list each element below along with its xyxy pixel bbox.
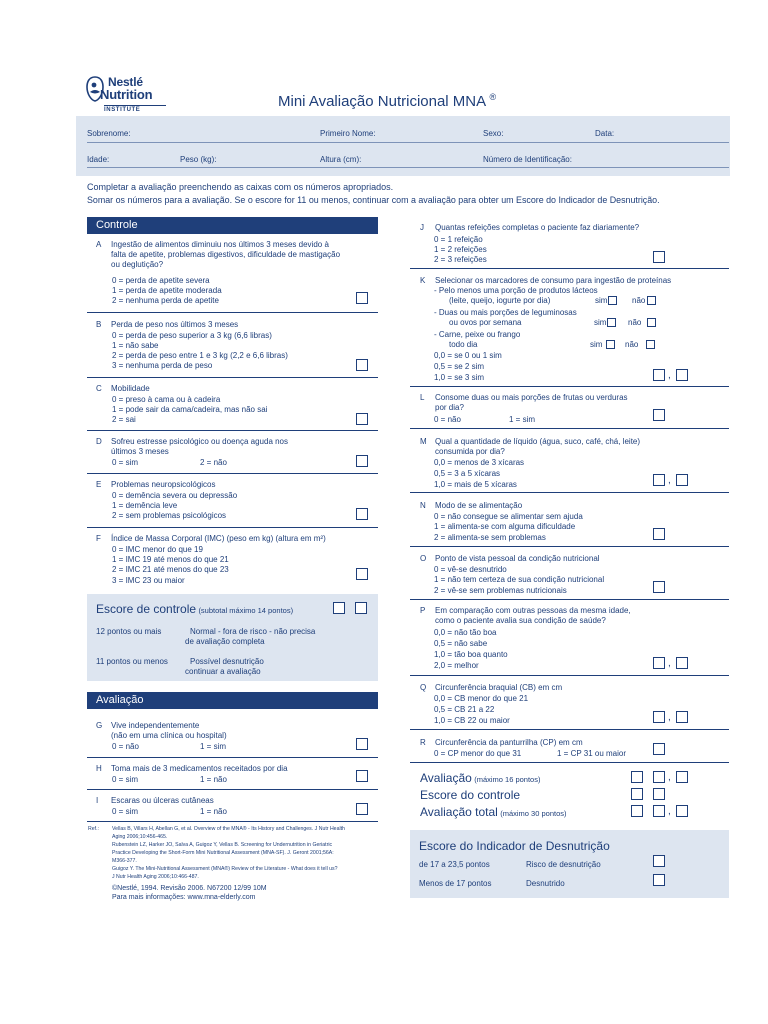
total-avaliacao-box-1[interactable] [631, 771, 643, 783]
indicador-malnourished-range: Menos de 17 pontos [419, 879, 492, 888]
score-box-m-1[interactable] [653, 474, 665, 486]
divider [410, 729, 729, 730]
option-j0: 0 = 1 refeição [434, 235, 483, 244]
option-e1: 1 = demência leve [112, 501, 178, 510]
escore-controle-title: Escore de controle [96, 602, 197, 616]
score-box-f[interactable] [356, 568, 368, 580]
option-g0: 0 = não [112, 742, 139, 751]
divider [410, 546, 729, 547]
option-p10: 1,0 = tão boa quanto [434, 650, 508, 659]
option-q10: 1,0 = CB 22 ou maior [434, 716, 510, 725]
total-avaliacao-box-2[interactable] [653, 771, 665, 783]
score-box-e[interactable] [356, 508, 368, 520]
reference-line-5: M366-377. [112, 858, 137, 864]
sex-label: Sexo: [483, 129, 504, 138]
k-meat-sim-box[interactable] [606, 340, 615, 349]
k-meat-nao-box[interactable] [646, 340, 655, 349]
option-a0: 0 = perda de apetite severa [112, 276, 210, 285]
height-label: Altura (cm): [320, 155, 362, 164]
escore-controle-subtitle: (subtotal máximo 14 pontos) [198, 606, 294, 615]
surname-label: Sobrenome: [87, 129, 131, 138]
total-geral-max: (máximo 30 pontos) [500, 809, 567, 818]
k-dairy-sim-label: sim [595, 296, 608, 305]
total-geral-box-2[interactable] [653, 805, 665, 817]
controle-header: Controle [87, 217, 378, 234]
k-marker-meat-detail: todo dia [449, 340, 478, 349]
score-box-d[interactable] [356, 455, 368, 467]
option-i1: 1 = não [200, 807, 227, 816]
reference-line-2: Aging 2006;10:456-465. [112, 834, 168, 840]
score-box-h[interactable] [356, 770, 368, 782]
divider [410, 599, 729, 600]
controle-result-risk-range: 11 pontos ou menos [96, 657, 168, 666]
k-marker-legumes-detail: ou ovos por semana [449, 318, 522, 327]
escore-controle-box-1[interactable] [333, 602, 345, 614]
option-p05: 0,5 = não sabe [434, 639, 488, 648]
first-name-label: Primeiro Nome: [320, 129, 376, 138]
option-g1: 1 = sim [200, 742, 227, 751]
option-h0: 0 = sim [112, 775, 139, 784]
option-m10: 1,0 = mais de 5 xícaras [434, 480, 517, 489]
logo-line-nestle: Nestlé [108, 75, 143, 89]
score-box-c[interactable] [356, 413, 368, 425]
divider [87, 312, 378, 313]
option-f0: 0 = IMC menor do que 19 [112, 545, 203, 554]
option-k10: 1,0 = se 3 sim [434, 373, 485, 382]
score-box-q-1[interactable] [653, 711, 665, 723]
k-legumes-sim-box[interactable] [607, 318, 616, 327]
score-box-q-2[interactable] [676, 711, 688, 723]
reference-line-3: Rubenstein LZ, Harker JO, Salva A, Guigoz Y, Vellas B. Screening for Undernutrition in Geriatric [112, 842, 333, 848]
avaliacao-header: Avaliação [87, 692, 378, 709]
more-info-link[interactable]: Para mais informações: www.mna-elderly.com [112, 894, 256, 901]
option-b3: 3 = nenhuma perda de peso [112, 361, 213, 370]
divider [87, 527, 378, 528]
score-box-p-2[interactable] [676, 657, 688, 669]
score-box-a[interactable] [356, 292, 368, 304]
total-avaliacao-max: (máximo 16 pontos) [474, 775, 541, 784]
option-b0: 0 = perda de peso superior a 3 kg (6,6 libras) [112, 331, 272, 340]
total-geral-label: Avaliação total [420, 805, 498, 819]
divider [410, 386, 729, 387]
option-i0: 0 = sim [112, 807, 139, 816]
divider [87, 821, 378, 822]
option-j2: 2 = 3 refeições [434, 255, 487, 264]
k-dairy-nao-box[interactable] [647, 296, 656, 305]
age-label: Idade: [87, 155, 110, 164]
option-q05: 0,5 = CB 21 a 22 [434, 705, 495, 714]
option-h1: 1 = não [200, 775, 227, 784]
option-m00: 0,0 = menos de 3 xícaras [434, 458, 525, 467]
date-label: Data: [595, 129, 615, 138]
indicador-risk-text: Risco de desnutrição [526, 860, 601, 869]
option-n2: 2 = alimenta-se sem problemas [434, 533, 546, 542]
option-q00: 0,0 = CB menor do que 21 [434, 694, 529, 703]
nestle-nutrition-logo [86, 74, 176, 118]
reference-line-4: Practice Developing the Short-Form Mini Nutritional Assessment (MNA-SF). J. Geront 2001;56A: [112, 850, 334, 856]
option-p20: 2,0 = melhor [434, 661, 479, 670]
info-line-1 [87, 142, 729, 143]
k-meat-sim-label: sim [590, 340, 603, 349]
score-box-g[interactable] [356, 738, 368, 750]
option-f3: 3 = IMC 23 ou maior [112, 576, 185, 585]
option-l1: 1 = sim [509, 415, 536, 424]
reference-line-1: Vellas B, Villars H, Abellan G, et al. Overview of the MNA® - Its History and Challenges. J Nutr Health [112, 826, 345, 832]
total-controle-box-2[interactable] [653, 788, 665, 800]
divider [87, 757, 378, 758]
option-b2: 2 = perda de peso entre 1 e 3 kg (2,2 e 6,6 libras) [112, 351, 288, 360]
total-avaliacao-label: Avaliação [420, 771, 472, 785]
score-box-p-1[interactable] [653, 657, 665, 669]
total-geral-row [420, 805, 567, 819]
score-box-n[interactable] [653, 528, 665, 540]
total-avaliacao-box-3[interactable] [676, 771, 688, 783]
score-box-r[interactable] [653, 743, 665, 755]
escore-controle-panel [87, 594, 378, 681]
logo-line-institute: INSTITUTE [104, 105, 166, 114]
option-o1: 1 = não tem certeza de sua condição nutricional [434, 575, 605, 584]
score-box-i[interactable] [356, 803, 368, 815]
divider [87, 473, 378, 474]
total-avaliacao-row [420, 771, 540, 785]
divider [410, 492, 729, 493]
references-label: Ref.: [88, 826, 99, 832]
score-box-b[interactable] [356, 359, 368, 371]
option-e0: 0 = demência severa ou depressão [112, 491, 238, 500]
weight-label: Peso (kg): [180, 155, 217, 164]
info-line-2 [87, 167, 729, 168]
option-b1: 1 = não sabe [112, 341, 159, 350]
controle-result-normal-text-2: de avaliação completa [185, 637, 265, 646]
option-c0: 0 = preso à cama ou à cadeira [112, 395, 221, 404]
option-j1: 1 = 2 refeições [434, 245, 487, 254]
option-d2: 2 = não [200, 458, 227, 467]
instruction-line-1: Completar a avaliação preenchendo as caixas com os números apropriados. [87, 182, 394, 192]
score-box-k-1[interactable] [653, 369, 665, 381]
option-k05: 0,5 = se 2 sim [434, 362, 485, 371]
indicador-malnourished-box[interactable] [653, 874, 665, 886]
controle-result-normal-range: 12 pontos ou mais [96, 627, 162, 636]
score-box-j[interactable] [653, 251, 665, 263]
controle-result-risk-text: Possível desnutrição [190, 657, 264, 666]
option-k00: 0,0 = se 0 ou 1 sim [434, 351, 502, 360]
k-dairy-nao-label: não [632, 296, 646, 305]
reference-line-7: J Nutr Health Aging 2006;10:466-487. [112, 874, 199, 880]
option-a2: 2 = nenhuma perda de apetite [112, 296, 219, 305]
id-number-label: Número de Identificação: [483, 155, 572, 164]
indicador-desnutricao-panel [410, 830, 729, 898]
option-m05: 0,5 = 3 a 5 xícaras [434, 469, 501, 478]
total-controle-label: Escore do controle [420, 788, 521, 802]
option-c2: 2 = sai [112, 415, 136, 424]
option-f2: 2 = IMC 21 até menos do que 23 [112, 565, 229, 574]
total-geral-box-1[interactable] [631, 805, 643, 817]
indicador-risk-box[interactable] [653, 855, 665, 867]
k-meat-nao-label: não [625, 340, 639, 349]
option-r1: 1 = CP 31 ou maior [557, 749, 627, 758]
score-box-m-2[interactable] [676, 474, 688, 486]
controle-result-normal-text: Normal - fora de risco - não precisa [190, 627, 316, 636]
score-box-k-2[interactable] [676, 369, 688, 381]
total-controle-box-1[interactable] [631, 788, 643, 800]
divider [410, 428, 729, 429]
score-box-o[interactable] [653, 581, 665, 593]
option-f1: 1 = IMC 19 até menos do que 21 [112, 555, 229, 564]
score-box-l[interactable] [653, 409, 665, 421]
k-dairy-sim-box[interactable] [608, 296, 617, 305]
logo-line-nutrition: Nutrition [100, 87, 153, 102]
instruction-line-2: Somar os números para a avaliação. Se o escore for 11 ou menos, continuar com a avaliação para obter um Escore do Indicador de Desnutrição. [87, 195, 660, 205]
indicador-malnourished-text: Desnutrido [526, 879, 565, 888]
option-d0: 0 = sim [112, 458, 139, 467]
patient-info-band [76, 116, 730, 176]
option-r0: 0 = CP menor do que 31 [434, 749, 522, 758]
option-c1: 1 = pode sair da cama/cadeira, mas não sai [112, 405, 268, 414]
indicador-title: Escore do Indicador de Desnutrição [419, 839, 610, 853]
option-l0: 0 = não [434, 415, 461, 424]
k-legumes-nao-label: não [628, 318, 642, 327]
reference-line-6: Guigoz Y. The Mini-Nutritional Assessment (MNA®) Review of the Literature - What does it tell us? [112, 866, 338, 872]
option-o2: 2 = vê-se sem problemas nutricionais [434, 586, 567, 595]
page-title: Mini Avaliação Nutricional MNA ® [278, 92, 497, 110]
k-legumes-sim-label: sim [594, 318, 607, 327]
option-n1: 1 = alimenta-se com alguma dificuldade [434, 522, 576, 531]
indicador-risk-range: de 17 a 23,5 pontos [419, 860, 490, 869]
option-p00: 0,0 = não tão boa [434, 628, 497, 637]
divider [410, 268, 729, 269]
option-o0: 0 = vê-se desnutrido [434, 565, 507, 574]
total-geral-box-3[interactable] [676, 805, 688, 817]
copyright-text: ©Nestlé, 1994. Revisão 2006. N67200 12/99 10M [112, 885, 267, 892]
option-e2: 2 = sem problemas psicológicos [112, 511, 227, 520]
k-legumes-nao-box[interactable] [647, 318, 656, 327]
divider [87, 430, 378, 431]
k-marker-meat: - Carne, peixe ou frango [434, 330, 521, 339]
k-marker-dairy-detail: (leite, queijo, iogurte por dia) [449, 296, 551, 305]
option-a1: 1 = perda de apetite moderada [112, 286, 222, 295]
divider [87, 789, 378, 790]
divider [410, 675, 729, 676]
k-marker-dairy: - Pelo menos uma porção de produtos lácteos [434, 286, 598, 295]
k-marker-legumes: - Duas ou mais porções de leguminosas [434, 308, 577, 317]
divider [410, 762, 729, 763]
option-n0: 0 = não consegue se alimentar sem ajuda [434, 512, 583, 521]
controle-result-risk-text-2: continuar a avaliação [185, 667, 261, 676]
escore-controle-box-2[interactable] [355, 602, 367, 614]
divider [87, 377, 378, 378]
